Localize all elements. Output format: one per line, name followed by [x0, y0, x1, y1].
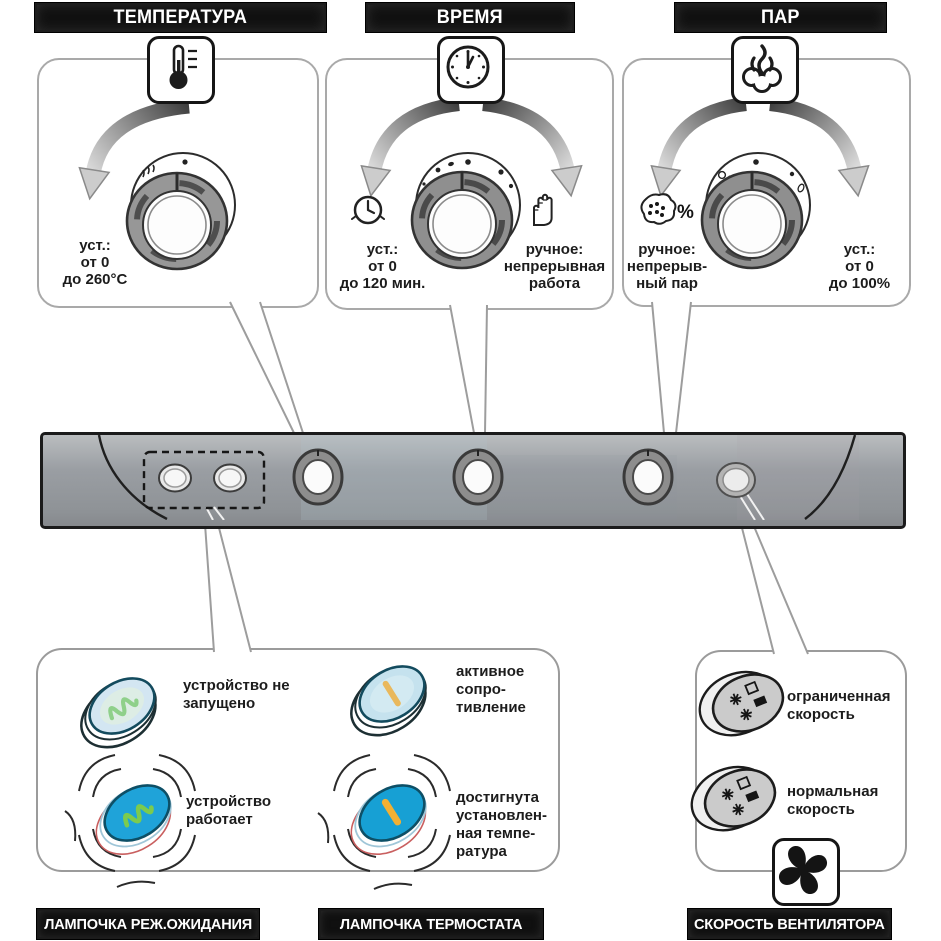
thermostat-off-caption: активное сопро- тивление — [456, 663, 526, 716]
time-knob-control[interactable] — [454, 450, 502, 504]
steam-range-caption: уст.: от 0 до 100% — [828, 241, 891, 292]
steam-knob — [702, 153, 810, 268]
fan-speed-button-control[interactable] — [717, 463, 755, 497]
clock-small-icon — [352, 197, 384, 223]
steam-knob-control[interactable] — [624, 450, 672, 504]
thermostat-on-caption: достигнута установлен- ная темпе- ратура — [456, 789, 547, 860]
standby-on-caption: устройство работает — [186, 793, 272, 828]
time-range-caption: уст.: от 0 до 120 мин. — [339, 241, 426, 292]
fan-button-normal — [690, 755, 790, 841]
thermometer-icon — [147, 36, 215, 104]
standby-indicator-light[interactable] — [159, 465, 191, 492]
header-steam: ПАР — [674, 2, 887, 33]
droplets-icon — [641, 194, 694, 224]
fan-button-limited — [698, 660, 798, 746]
indicator-lights-group — [144, 452, 264, 508]
clock-icon — [437, 36, 505, 104]
appliance-control-bar — [40, 432, 906, 529]
standby-off-caption: устройство не запущено — [183, 677, 290, 712]
bar-left-edge-line — [99, 435, 167, 519]
fan-icon — [772, 838, 840, 906]
header-temperature: ТЕМПЕРАТУРА — [34, 2, 327, 33]
temperature-knob-control[interactable] — [294, 450, 342, 504]
fan-normal-caption: нормальная скорость — [787, 783, 879, 818]
label-thermostat-lamp: ЛАМПОЧКА ТЕРМОСТАТА — [318, 908, 544, 940]
fan-limited-caption: ограниченная скорость — [787, 688, 891, 723]
temperature-range-caption: уст.: от 0 до 260°C — [62, 237, 128, 288]
hand-icon — [534, 195, 552, 225]
header-time: ВРЕМЯ — [365, 2, 575, 33]
percent-sign: % — [677, 202, 694, 223]
steam-icon — [731, 36, 799, 104]
label-fan-speed: СКОРОСТЬ ВЕНТИЛЯТОРА — [687, 908, 892, 940]
thermostat-indicator-light[interactable] — [214, 465, 246, 492]
thermostat-lamp-on — [312, 733, 472, 893]
steam-manual-caption: ручное: непрерыв- ный пар — [626, 241, 708, 292]
label-standby-lamp: ЛАМПОЧКА РЕЖ.ОЖИДАНИЯ — [36, 908, 260, 940]
time-manual-caption: ручное: непрерывная работа — [503, 241, 606, 292]
